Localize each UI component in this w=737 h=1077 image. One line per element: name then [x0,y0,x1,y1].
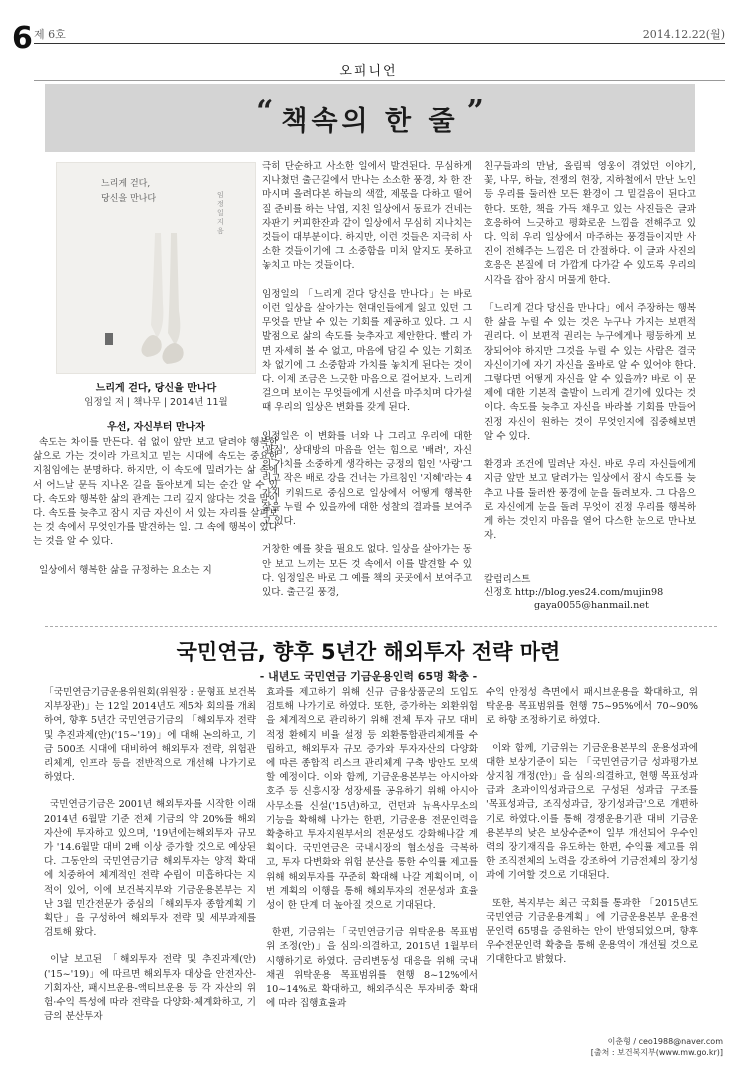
banner-title: 책속의 한 줄 [281,105,459,137]
paragraph: 속도는 차이를 만든다. 쉼 없이 앞만 보고 달려야 행복한 삶으로 가는 것이라 가르치고 믿는 시대에 속도는 중요한 지침임에는 분명하다. 하지만, 이 속도에 밀려가는 삶 속에서 어느날 문득 지나온 길을 돌아보게 되는 순간 알 수 있다. 속도와 행복한 삶의 관계는 그리 깊지 않다는 것을 말이다. 속도를 늦추고 잠시 지금 자신이 서 있는 자리를 살펴보는 것 속에서 무엇인가를 발견하는 일. 그 속에 행복이 있다는 것을 알 수 있다. [33,437,278,548]
close-quote: ” [466,94,484,129]
column-banner [45,84,695,152]
book-caption-title: 느리게 걷다, 당신을 만나다 [95,383,217,394]
paragraph: 또한, 복지부는 최근 국회를 통과한 「2015년도 국민연금 기금운용계획」에 기금운용본부 운용전문인력 65명을 증원하는 안이 반영되었으며, 향후 우수전문인력 확충을 통해 운용역이 개선될 것으로 기대한다고 밝혔다. [486,897,698,966]
paragraph: 이와 함께, 기금위는 기금운용본부의 운용성과에 대한 보상기준이 되는 「국민연금기금 성과평가보상지침 개정(안)」을 심의·의결하고, 현행 목표성과급과 초과이익성과급으로 구성된 성과급 구조를 '목표성과급, 조직성과급, 장기성과급'으로 개편하기로 하였다.이를 통해 경쟁운용기관 대비 기금운용본부의 낮은 보상수준*이 일부 개선되어 우수인력의 장기재직을 유도하는 한편, 수익률 제고를 위한 조직전체의 노력을 강조하여 기금전체의 장기성과에 기여할 것으로 기대된다. [486,742,698,882]
paragraph: 이날 보고된 「해외투자 전략 및 추진과제(안)('15~'19)」에 따르면 해외투자 대상을 안전자산-기회자산, 패시브운용-액티브운용 등 각 자산의 위험·수익 특성에 따라 전략을 다양화·체계화하고, 기금의 분산투자 [44,954,256,1023]
paragraph: 환경과 조건에 밀려난 자신. 바로 우리 자신들에게 지금 앞만 보고 달려가는 일상에서 잠시 속도를 늦추고 나를 둘러싼 풍경에 눈을 돌려보자. 그 다음으로 자신에게 눈을 돌려 무엇이 진정 우리를 행복하게 하는 것인지 마음을 열어 다스한 눈으로 만나보자. [484,459,696,542]
column-text-col2 [262,160,472,614]
article-text-col2 [266,686,478,1024]
article-text-col3 [486,686,698,981]
paragraph: 국민연금기금은 2001년 해외투자를 시작한 이래 2014년 6월말 기준 전체 기금의 약 20%를 해외 자산에 투자하고 있으며, '19년에는해외투자 규모가 '14.6월말 대비 2배 이상 증가할 것으로 예상된다. 그동안의 국민연금기금 해외투자는 양적 확대에 치중하여 체계적인 전략 수립이 미흡하다는 지적이 있어, 이에 보건복지부와 기금운용본부는 지난 3월 민간전문가 중심의「해외투자 종합계획 기획단」을 구성하여 해외투자 전략 및 세부과제를 검토해 왔다. [44,799,256,939]
header-rule [34,43,725,44]
paragraph: 「국민연금기금운용위원회(위원장 : 문형표 보건복지부장관)」는 12일 2014년도 제5차 회의를 개최하여, 향후 5년간 국민연금기금의 「해외투자 전략 및 추진과제(안)('15~'19)」에 대해 논의하고, 기금 500조 시대에 대비하여 해외투자 전략, 위험관리체계, 인프라 등을 전반적으로 개선해 나가기로 하였다. [44,687,256,784]
publisher-logo [105,333,113,345]
book-caption-meta: 임정일 저 | 책나무 | 2014년 11월 [84,397,228,408]
paragraph: 한편, 기금위는「국민연금기금 위탁운용 목표범위 조정(안)」을 심의·의결하고, 2015년 1월부터 시행하기로 하였다. 금리변동성 대응을 위해 국내채권 위탁운용 목표범위를 현행 8~12%에서 10~14%로 확대하고, 해외주식은 투자비중 확대에 따라 집행효율과 [266,927,478,1010]
issue-number: 제 6호 [34,28,66,41]
source-credit: [출처 : 보건복지부(www.mw.go.kr)] [590,1048,723,1057]
paragraph: 효과를 제고하기 위해 신규 금융상품군의 도입도 검토해 나가기로 하였다. 또한, 증가하는 외환위험을 체계적으로 관리하기 위해 전체 투자 규모 대비 적정 환헤지 비율 설정 등 외환통합관리체계를 수립하고, 해외투자 규모 증가와 투자자산의 다양화에 따른 종합적 리스크 관리체계 구축 방안도 모색할 예정이다. 이와 함께, 기금운용본부는 아시아와 호주 등 신흥시장 성장세를 공유하기 위해 아시아사무소를 신설('15년)하고, 런던과 뉴욕사무소의 기능을 확해해 나가는 한편, 기금운용 전문인력을 확충하고 투자지원부서의 전문성도 강화해나갈 계획이다. 국민연금은 국내시장의 협소성을 극복하고, 투자 다변화와 위험 분산을 통한 수익률 제고를 위해 해외투자를 꾸준히 확대해 나갈 계획이며, 이번 계획의 이행을 통해 해외투자의 전문성과 효율성이 한 단계 더 높아질 것으로 기대된다. [266,687,478,912]
byline-name-blog: 신정호 http://blog.yes24.com/mujin98 [484,587,664,598]
paragraph: 극히 단순하고 사소한 일에서 발견된다. 무심하게 지나쳤던 출근길에서 만나는 소소한 풍경, 차 한 잔 마시며 올려다본 하늘의 색깔, 제몫을 다하고 떨어질 준비를 하는 낙엽, 지친 일상에서 동료가 건네는 자판기 커피한잔과 같이 일상에서 무심히 지나치는 것들이 대부분이다. 하지만, 이런 것들은 지극히 사소한 것들이기에 그 소중함을 미처 알지도 못하고 놓치고 마는 것들이다. [262,161,472,272]
page-number: 6 [12,21,33,56]
column-subhead: 우선, 자신부터 만나자 [107,422,205,433]
paragraph: 임정일은 이 변화를 너와 나 그리고 우리에 대한 '관심', 상대방의 마음을 얻는 힘으로 '배려', 자신의 가치를 소중하게 생각하는 긍정의 힘인 '사랑'그리고 작은 배로 강을 건너는 가르침인 '지혜'라는 4가지 키워드로 중심으로 일상에서 어떻게 행복한 삶을 누릴 수 있을까에 대한 성찰의 결과를 보여주고 있다. [262,430,472,528]
paragraph: 일상에서 행복한 삶을 규정하는 요소는 지 [39,564,212,576]
article-subheadline: - 내년도 국민연금 기금운용인력 65명 확충 - [259,670,478,683]
book-cover-title: 느리게 걷다, 당신을 만나다 [101,179,157,204]
article-divider [45,626,717,627]
issue-date: 2014.12.22(월) [642,28,725,41]
paragraph: 수익 안정성 측면에서 패시브운용을 확대하고, 위탁운용 목표범위를 현행 75~95%에서 70~90%로 하향 조정하기로 하였다. [486,687,698,727]
columnist-byline [484,573,704,612]
article-credit [591,1036,723,1058]
article-text-col1 [44,686,256,1037]
paragraph: 임정일의 「느리게 걷다 당신을 만나다」는 바로 이런 일상을 살아가는 현대인들에게 잃고 있던 그 무엇을 만날 수 있는 기회를 제공하고 있다. 그 시발점으로 삶의 속도를 늦추자고 제안한다. 빨리 가면 자세히 볼 수 없고, 마음에 담길 수 있는 기회조차 없기에 그 소중함과 가치를 놓치게 된다는 것이다. 이제 조금은 느긋한 마음으로 걸어보자. 느리게 걸으며 보이는 무엇들에게 시선을 마주치며 다가설 때 우리의 일상은 변화를 갖게 된다. [262,288,472,414]
paragraph: 거창한 예를 찾을 필요도 없다. 일상을 살아가는 동안 보고 느끼는 모든 것 속에서 이를 발견할 수 있다. 임정일은 바로 그 예를 책의 곳곳에서 보여주고 있다. 출근길 풍경, [262,544,472,599]
column-text-col3 [484,160,696,558]
book-cover-image [56,162,256,374]
feet-illustration [117,233,217,373]
section-title: 오피니언 [339,64,398,79]
column-text-col1 [33,436,278,592]
paragraph: 친구들과의 만남, 올림픽 영웅이 겪었던 이야기, 꽃, 나무, 하늘, 전쟁의 현장, 지하철에서 만난 노인 등 우리를 둘러싼 모든 환경이 그 밑걸음이 된다고 한다. 또한, 책을 가득 채우고 있는 사진들은 글과 호응하여 느긋하고 평화로운 느낌을 전해주고 있다. 익히 우리 일상에서 마주하는 풍경들이지만 사진이 전해주는 느낌은 더 간절하다. 이 글과 사진의 호응은 본질에 더 가깝게 다가갈 수 있도록 우리의 시각을 잡아 잠시 머물게 한다. [484,161,696,286]
reporter-credit: 이춘형 / ceo1988@naver.com [607,1037,723,1046]
article-headline: 국민연금, 향후 5년간 해외투자 전략 마련 [176,640,561,664]
open-quote: “ [256,94,274,129]
section-rule [34,80,725,81]
byline-role: 칼럼리스트 [484,574,531,585]
byline-email: gaya0055@hanmail.net [534,600,649,611]
paragraph: 「느리게 걷다 당신을 만나다」에서 주장하는 행복한 삶을 누릴 수 있는 것은 누구나 가지는 보편적 권리다. 이 보편적 권리는 누구에게나 평등하게 보장되어야 하지만 그것을 누릴 수 있는 사람은 결국 자신이기에 자기 자신을 올바로 알 수 있어야 한다. 그렇다면 어떻게 자신을 알 수 있을까? 바로 이 문제에 대한 기본적 출발이 느리게 걷기에 있다는 것이다. 속도를 늦추고 자신을 바라볼 기회를 만들어 진정 자신이 원하는 것이 무엇인지에 집중해보면 알 수 있다. [484,303,696,442]
book-cover-author: 임정일 지음 [217,191,224,235]
